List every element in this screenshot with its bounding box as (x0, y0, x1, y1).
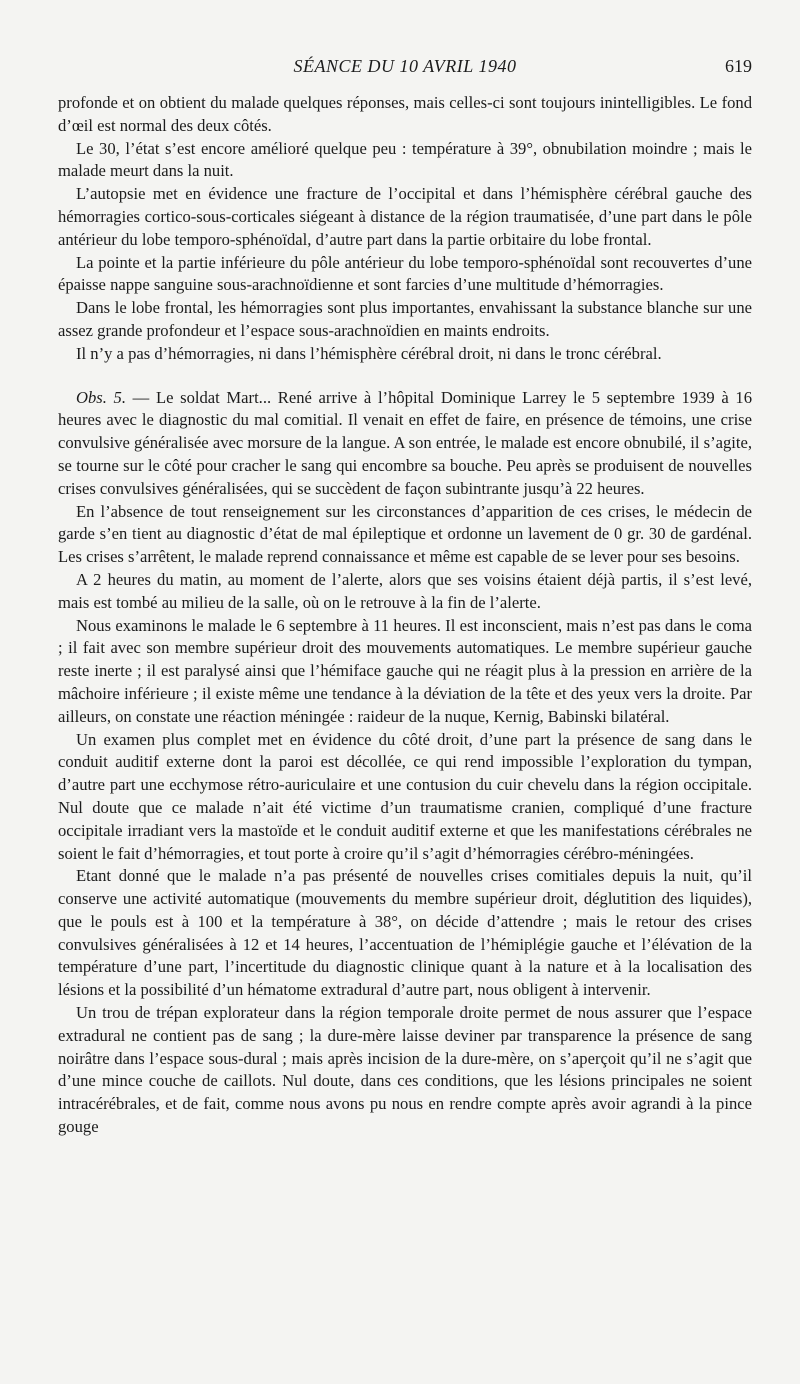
paragraph: Nous examinons le malade le 6 septembre à 11 heures. Il est inconscient, mais n’est pas dans le coma ; il fait avec son membre supérieur droit des mouvements automatiques. Le membre supérieur gauche reste inerte ; il est paralysé ainsi que l’hémiface gauche qui ne réagit plus à la pression en arrière de la mâchoire inférieure ; il existe même une tendance à la déviation de la tête et des yeux vers la droite. Par ailleurs, on constate une réaction méningée : raideur de la nuque, Kernig, Babinski bilatéral. (58, 615, 752, 726)
paragraph: En l’absence de tout renseignement sur les circonstances d’apparition de ces crises, le médecin de garde s’en tient au diagnostic d’état de mal épileptique et ordonne un lavement de 0 gr. 30 de gardénal. Les crises s’arrêtent, le malade reprend connaissance et même est capable de se lever pour ses besoins. (58, 501, 752, 567)
header-title-text: SÉANCE DU 10 AVRIL 1940 (293, 56, 517, 76)
observation-label: Obs. 5. (76, 387, 127, 407)
paragraph: Un examen plus complet met en évidence du côté droit, d’une part la présence de sang dans le conduit auditif externe dont la paroi est décollée, ce qui rend impossible l’exploration du tympan, d’autre part une ecchymose rétro-auriculaire et une contusion du cuir chevelu dans la région occipitale. Nul doute que ce malade n’ait été victime d’un traumatisme cranien, compliqué d’une fracture occipitale irradiant vers la mastoïde et le conduit auditif externe et que les manifestations cérébrales ne soient le fait d’hémorragies, et tout porte à croire qu’il s’agit d’hémorragies cérébro-méningées. (58, 729, 752, 863)
paragraph: profonde et on obtient du malade quelques réponses, mais celles-ci sont toujours inintelligibles. Le fond d’œil est normal des deux côtés. (58, 93, 752, 135)
paragraph: La pointe et la partie inférieure du pôle antérieur du lobe temporo-sphénoïdal sont recouvertes d’une épaisse nappe sanguine sous-arachnoïdienne et sont farcies d’une multitude d’hémorragies. (58, 252, 752, 295)
paragraph: Le 30, l’état s’est encore amélioré quelque peu : température à 39°, obnubilation moindre ; mais le malade meurt dans la nuit. (58, 138, 752, 181)
paragraph: Etant donné que le malade n’a pas présenté de nouvelles crises comitiales depuis la nuit, qu’il conserve une activité automatique (mouvements du membre supérieur droit, déglutition des liquides), que le pouls est à 100 et la température à 38°, on décide d’attendre ; mais le retour des crises convulsives généralisées à 12 et 14 heures, l’accentuation de l’hémiplégie gauche et l’élévation de la température d’une part, l’incertitude du diagnostic clinique quant à la nature et à la localisation des lésions et la possibilité d’un hématome extradural d’autre part, nous obligent à intervenir. (58, 866, 752, 1000)
paragraph: A 2 heures du matin, au moment de l’alerte, alors que ses voisins étaient déjà partis, il s’est levé, mais est tombé au milieu de la salle, où on le retrouve à la fin de l’alerte. (58, 569, 752, 612)
observation-text: — Le soldat Mart... René arrive à l’hôpital Dominique Larrey le 5 septembre 1939 à 16 heures avec le diagnostic du mal comitial. Il venait en effet de faire, en présence de témoins, une crise convulsive généralisée avec morsure de la langue. A son entrée, le malade est encore obnubilé, il s’agite, se tourne sur le côté pour cracher le sang qui encombre sa bouche. Peu après se produisent de nouvelles crises convulsives généralisées, qui se succèdent de façon subintrante jusqu’à 22 heures. (58, 387, 753, 498)
header-title (58, 56, 752, 77)
running-header (58, 56, 752, 80)
observation-5-intro (58, 387, 752, 501)
paragraph: Dans le lobe frontal, les hémorragies sont plus importantes, envahissant la substance blanche sur une assez grande profondeur et l’espace sous-arachnoïdien en maints endroits. (58, 298, 752, 340)
paragraph: Il n’y a pas d’hémorragies, ni dans l’hémisphère cérébral droit, ni dans le tronc cérébral. (76, 343, 662, 363)
page-number: 619 (725, 56, 752, 76)
paragraph: L’autopsie met en évidence une fracture de l’occipital et dans l’hémisphère cérébral gauche des hémorragies cortico-sous-corticales siégeant à distance de la région traumatisée, d’une part dans le pôle antérieur du lobe temporo-sphénoïdal, d’autre part dans la partie orbitaire du lobe frontal. (58, 184, 752, 249)
body-text (58, 92, 752, 1139)
paragraph: Un trou de trépan explorateur dans la région temporale droite permet de nous assurer que l’espace extradural ne contient pas de sang ; la dure-mère laisse deviner par transparence la présence de sang noirâtre dans l’espace sous-dural ; mais après incision de la dure-mère, on s’aperçoit qu’il ne s’agit que d’une mince couche de caillots. Nul doute, dans ces conditions, que les lésions principales ne soient intracérébrales, et de fait, comme nous avons pu nous en rendre compte après avoir agrandi à la pince gouge (58, 1003, 752, 1137)
